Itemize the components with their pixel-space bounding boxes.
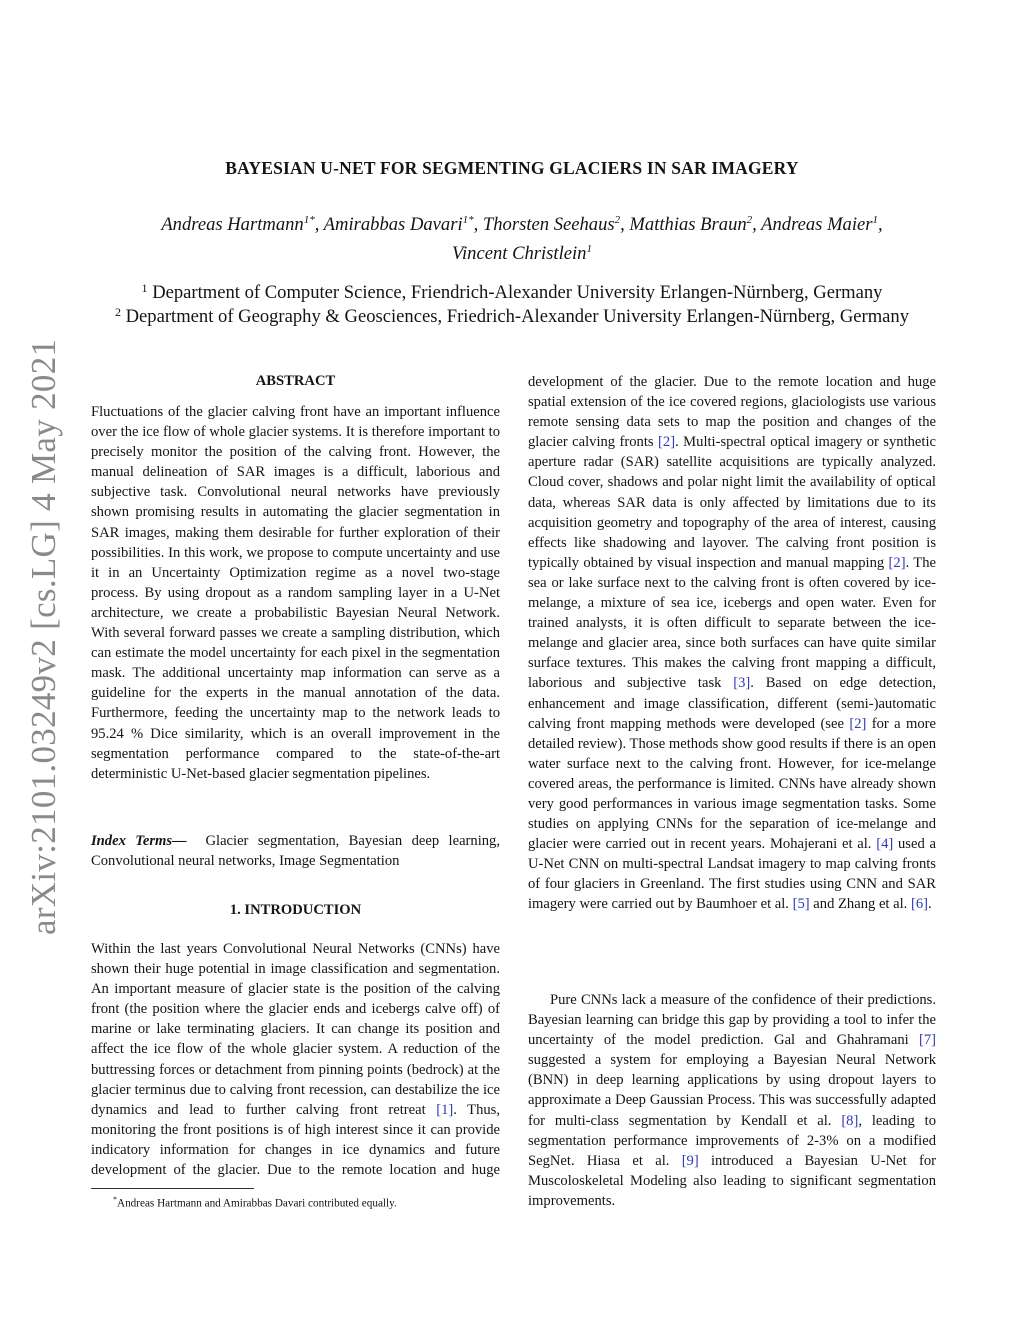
footnote xyxy=(113,1195,397,1210)
citation-link[interactable]: [9] xyxy=(681,1152,699,1169)
author-list xyxy=(90,208,954,266)
citation-link[interactable]: [7] xyxy=(918,1032,936,1049)
abstract-body xyxy=(91,402,500,784)
introduction-paragraph-2 xyxy=(528,990,936,1211)
author-affiliation-mark: 1* xyxy=(303,214,315,226)
intro-text: development of the glacier. Due to the remote location and huge spatial extension of the ice covered regions, glaciologists use various remote sensing data sets to map the position and changes of the glacier calving fronts xyxy=(528,374,936,451)
intro-text: . Multi-spectral optical imagery or synthetic aperture radar (SAR) satellite acquisitions are typically analyzed. Cloud cover, shadows and polar night limit the availability of optical data, whereas SAR data is only affected by limitations due to its acquisition geometry and topography of the area of interest, causing effects like shadowing and layover. The calving front position is typically obtained by visual inspection and manual mapping xyxy=(528,434,936,571)
footnote-rule xyxy=(91,1188,254,1189)
abstract-text: Fluctuations of the glacier calving front have an important influence over the ice flow of whole glacier systems. It is therefore important to precisely monitor the position of the calving front. However, the manual delineation of SAR images is a difficult, laborious and subjective task. Convolutional neural networks have previously shown promising results in automating the glacier segmentation in SAR images, making them desirable for further exploration of their possibilities. In this work, we propose to compute uncertainty and use it in an Uncertainty Optimization regime as a novel two-stage process. By using dropout as a random sampling layer in a U-Net architecture, we create a probabilistic Bayesian Neural Network. With several forward passes we create a sampling distribution, which can estimate the model uncertainty for each pixel in the segmentation mask. The additional uncertainty map information can serve as a guideline for the experts in the manual annotation of the data. Furthermore, feeding the uncertainty map to the network leads to 95.24 % Dice similarity, which is an overall improvement in the segmentation performance compared to the state-of-the-art deterministic U-Net-based glacier segmentation pipelines. xyxy=(91,404,500,782)
index-terms-label: Index Terms— xyxy=(91,833,187,849)
citation-link[interactable]: [2] xyxy=(888,554,906,571)
author-affiliation-mark: 1 xyxy=(586,243,592,256)
citation-link[interactable]: [3] xyxy=(733,675,751,692)
affiliation-mark: 1 xyxy=(141,281,148,295)
author-affiliation-mark: 1* xyxy=(462,214,474,226)
affiliation-text: Department of Geography & Geosciences, Friedrich-Alexander University Erlangen-Nürnberg, Germany xyxy=(125,306,910,327)
introduction-paragraph-1-part-b xyxy=(528,372,936,915)
citation-link[interactable]: [2] xyxy=(849,715,867,732)
affiliation-text: Department of Computer Science, Friendrich-Alexander University Erlangen-Nürnberg, Germany xyxy=(152,282,883,303)
intro-text: and Zhang et al. xyxy=(809,896,911,913)
paper-title: BAYESIAN U-NET FOR SEGMENTING GLACIERS IN SAR IMAGERY xyxy=(225,158,799,178)
footnote-mark: * xyxy=(113,1195,117,1204)
affiliation-2 xyxy=(0,305,1024,328)
abstract-heading: ABSTRACT xyxy=(255,373,336,389)
index-terms xyxy=(91,831,500,871)
arxiv-identifier: arXiv:2101.03249v2 [cs.LG] 4 May 2021 xyxy=(24,338,63,935)
author-line-2: Vincent Christlein$^1$ xyxy=(452,243,592,265)
intro-text: for a more detailed review). Those methods show good results if there is an open water surface next to the calving front. However, for ice-melange covered areas, the performance is limited. CNNs have already shown very good performances in various image segmentation tasks. Some studies on applying CNNs for the separation of ice-melange and glacier were carried out in recent years. Mohajerani et al. xyxy=(528,715,936,853)
intro-text: . Thus, monitoring the front positions is of high interest since it can provide indicatory information for changes in ice dynamics and future development of the glacier. Due to the remote location and huge xyxy=(91,1101,500,1179)
index-terms-text: Glacier segmentation, Bayesian deep learning, Convolutional neural networks, Image Segmentation xyxy=(91,833,501,870)
author-affiliation-mark: 1 xyxy=(872,214,879,226)
citation-link[interactable]: [1] xyxy=(436,1101,454,1118)
intro-text: . xyxy=(927,896,932,913)
intro-text: introduced a Bayesian U-Net for Muscoloskeletal Modeling also leading to significant segmentation improvements. xyxy=(528,1152,936,1209)
citation-link[interactable]: [4] xyxy=(876,836,894,853)
citation-link[interactable]: [2] xyxy=(658,434,676,451)
introduction-paragraph-1-part-a xyxy=(91,939,500,1180)
intro-text: . Based on edge detection, enhancement and image classification, different (semi-)automatic calving front mapping methods were developed (see xyxy=(528,675,936,732)
footnote-text: Andreas Hartmann and Amirabbas Davari contributed equally. xyxy=(117,1197,397,1210)
author-affiliation-mark: 2 xyxy=(614,214,621,226)
intro-text: . The sea or lake surface next to the calving front is often covered by ice-melange, a mixture of sea ice, icebergs and open water. Even for trained analysts, it is often difficult to separate between the ice-melange and glacier area, since both surfaces can have quite similar surface textures. This makes the calving front mapping a difficult, laborious and subjective task xyxy=(528,554,936,692)
intro-text: used a U-Net CNN on multi-spectral Landsat imagery to map calving fronts of four glaciers in Greenland. The first studies using CNN and SAR imagery were carried out by Baumhoer et al. xyxy=(528,836,936,913)
introduction-heading: 1. INTRODUCTION xyxy=(229,902,362,918)
intro-text: Within the last years Convolutional Neural Networks (CNNs) have shown their huge potential in image classification and segmentation. An important measure of glacier state is the position of the calving front (the position where the glacier ends and icebergs calve off) of marine or lake terminating glaciers. It can change its position and affect the ice flow of the whole glacier system. A reduction of the buttressing forces or detachment from pinning points (bedrock) at the glacier terminus due to calving front recession, can destabilize the ice dynamics and lead to further calving front retreat xyxy=(91,941,500,1118)
citation-link[interactable]: [6] xyxy=(910,896,928,913)
intro-text: suggested a system for employing a Bayesian Neural Network (BNN) in deep learning applications by using dropout layers to approximate a Deep Gaussian Process. This was successfully adapted for multi-class segmentation by Kendall et al. xyxy=(528,1052,936,1129)
affiliation-1 xyxy=(0,281,1024,304)
intro-text: Pure CNNs lack a measure of the confidence of their predictions. Bayesian learning can bridge this gap by providing a tool to infer the uncertainty of the model prediction. Gal and Ghahramani xyxy=(528,992,936,1049)
author-affiliation-mark: 2 xyxy=(746,214,753,226)
citation-link[interactable]: [5] xyxy=(792,896,810,913)
intro-text: , leading to segmentation performance improvements of 2-3% on a modified SegNet. Hiasa et al. xyxy=(528,1112,936,1169)
citation-link[interactable]: [8] xyxy=(841,1112,859,1129)
affiliation-mark: 2 xyxy=(114,305,121,319)
author-line-1: Andreas Hartmann$^{1*}$, Amirabbas Davari$^{1*}$, Thorsten Seehaus$^2$, Matthias Braun$^2$, Andreas Maier$^1$, xyxy=(161,214,883,236)
